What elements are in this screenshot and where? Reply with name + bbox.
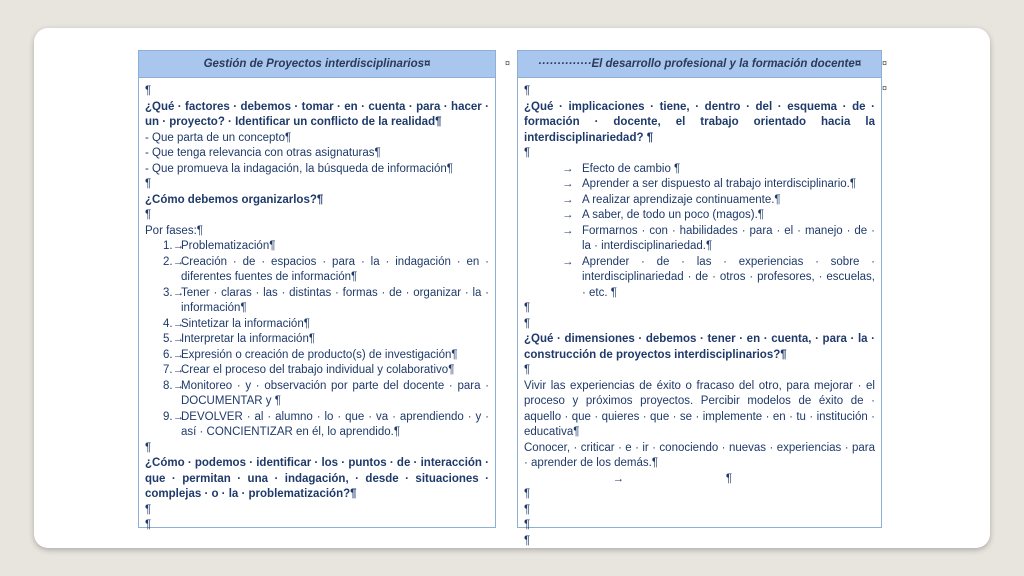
question-organize: ¿Cómo debemos organizarlos?¶ xyxy=(145,193,324,206)
cell-marker: ¤ xyxy=(505,58,511,68)
pilcrow: ¶ xyxy=(145,85,152,97)
phases-label: Por fases:¶ xyxy=(145,224,203,237)
pilcrow: ¶ xyxy=(524,85,531,97)
tab-arrow: → xyxy=(612,472,624,485)
paragraph-experiences: Vivir las experiencias de éxito o fracaso del otro, para mejorar · el proceso y próximos proyectos. Percibir modelos de éxito de · aquello · que · quieres · que · se · implemente · en · tu · institución · educativa¶ xyxy=(524,379,875,438)
list-item: - Que promueva la indagación, la búsqueda de información¶ xyxy=(145,162,453,175)
pilcrow: ¶ xyxy=(145,503,152,516)
pilcrow: ¶ xyxy=(524,534,531,547)
pilcrow: ¶ xyxy=(524,147,531,159)
pilcrow: ¶ xyxy=(145,209,152,221)
phase-item: 2.→ Creación · de · espacios · para · la · indagación · en · diferentes fuentes de información¶ xyxy=(163,255,489,286)
pilcrow: ¶ xyxy=(524,519,531,531)
paragraph-know: Conocer, · criticar · e · ir · conociendo · nuevas · experiencias · para · aprender de los demás.¶ xyxy=(524,441,875,469)
question-implications: ¿Qué · implicaciones · tiene, · dentro · del · esquema · de · formación · docente, el trabajo orientado hacia la interdisciplinariedad? ¶ xyxy=(524,100,875,144)
list-item: → Formarnos · con · habilidades · para · el · manejo · de · la · interdisciplinariedad.¶ xyxy=(562,224,875,255)
phase-item: 1.→ Problematización¶ xyxy=(163,239,489,255)
question-factors: ¿Qué · factores · debemos · tomar · en · cuenta · para · hacer · un · proyecto? · Identificar un conflicto de la realidad¶ xyxy=(145,100,489,128)
left-table-cell xyxy=(138,50,496,531)
left-header: Gestión de Proyectos interdisciplinarios¤ xyxy=(139,51,495,78)
list-item: → Aprender · de · las · experiencias · sobre · interdisciplinariedad · de · otros · profesores, · escuelas, · etc. ¶ xyxy=(562,255,875,302)
list-item: → A saber, de todo un poco (magos).¶ xyxy=(562,208,875,224)
pilcrow: ¶ xyxy=(524,364,531,376)
list-item: - Que parta de un concepto¶ xyxy=(145,131,292,144)
phase-item: 5.→ Interpretar la información¶ xyxy=(163,332,489,348)
phase-item: 9.→ DEVOLVER · al · alumno · lo · que · va · aprendiendo · y · así · CONCIENTIZAR en él, lo aprendido.¶ xyxy=(163,410,489,441)
cell-marker: ¤ xyxy=(882,83,888,93)
right-table-cell xyxy=(517,50,882,547)
list-item: → A realizar aprendizaje continuamente.¶ xyxy=(562,193,875,209)
phase-item: 6.→ Expresión o creación de producto(s) de investigación¶ xyxy=(163,348,489,364)
phase-item: 8.→ Monitoreo · y · observación por parte del docente · para · DOCUMENTAR y ¶ xyxy=(163,379,489,410)
tab-line xyxy=(524,472,875,488)
slide xyxy=(34,28,990,548)
pilcrow: ¶ xyxy=(524,317,531,330)
pilcrow: ¶ xyxy=(145,519,152,531)
pilcrow: ¶ xyxy=(725,472,732,485)
pilcrow: ¶ xyxy=(524,488,531,500)
cell-marker: ¤ xyxy=(882,58,888,68)
pilcrow: ¶ xyxy=(524,302,531,314)
question-interaction: ¿Cómo · podemos · identificar · los · puntos · de · interacción · que · permitan · una · indagación, · desde · situaciones · complejas · o · la · problematización?¶ xyxy=(145,457,489,500)
implications-list xyxy=(524,162,875,302)
phase-item: 4.→ Sintetizar la información¶ xyxy=(163,317,489,333)
list-item: → Efecto de cambio ¶ xyxy=(562,162,875,178)
question-dimensions: ¿Qué · dimensiones · debemos · tener · en · cuenta, · para · la · construcción de proyectos interdisciplinarios?¶ xyxy=(524,333,875,361)
list-item: → Aprender a ser dispuesto al trabajo interdisciplinario.¶ xyxy=(562,177,875,193)
list-item: - Que tenga relevancia con otras asignaturas¶ xyxy=(145,147,381,159)
right-body xyxy=(518,78,881,549)
left-body xyxy=(139,78,495,534)
right-header: ··············El desarrollo profesional y la formación docente¤ xyxy=(518,51,881,78)
phase-item: 3.→ Tener · claras · las · distintas · formas · de · organizar · la · información¶ xyxy=(163,286,489,317)
pilcrow: ¶ xyxy=(145,441,152,454)
pilcrow: ¶ xyxy=(145,178,152,190)
pilcrow: ¶ xyxy=(524,503,531,516)
phases-list xyxy=(145,239,489,441)
phase-item: 7.→ Crear el proceso del trabajo individual y colaborativo¶ xyxy=(163,363,489,379)
